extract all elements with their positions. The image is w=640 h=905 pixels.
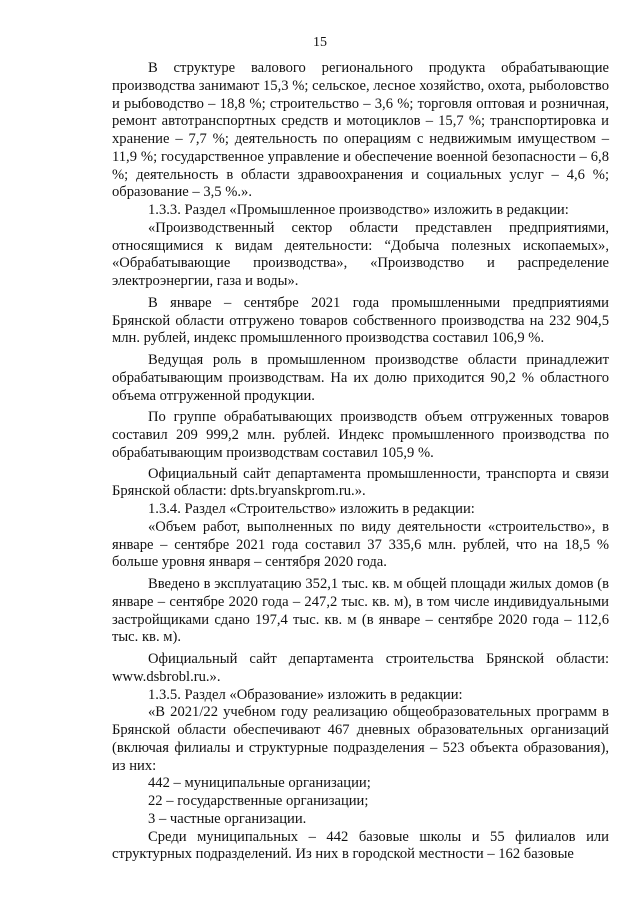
paragraph-manufacturing-role: Ведущая роль в промышленном производстве области принадлежит обрабатывающим производствам. На их долю приходится 90,2 % областного объема отгруженной продукции.: [112, 352, 609, 404]
paragraph-industrial-shipment: В январе – сентябре 2021 года промышленными предприятиями Брянской области отгружено товаров собственного производства на 232 904,5 млн. рублей, индекс промышленного производства составил 106,9 %.: [112, 294, 609, 347]
paragraph-construction-volume: «Объем работ, выполненных по виду деятельности «строительство», в январе – сентябре 2021 года составил 37 335,6 млн. рублей, что на 18,5 % больше уровня января – сентября 2020 года.: [112, 518, 609, 571]
paragraph-section-1-3-4: 1.3.4. Раздел «Строительство» изложить в редакции:: [148, 501, 475, 517]
list-item-state: 22 – государственные организации;: [148, 793, 369, 809]
paragraph-industrial-sector: «Производственный сектор области представлен предприятиями, относящимися к видам деятельности: “Добыча полезных ископаемых», «Обрабатывающие производства», «Производство и распределение электроэнергии, газа и воды».: [112, 219, 609, 289]
paragraph-industry-website: Официальный сайт департамента промышленности, транспорта и связи Брянской области: dpts.bryanskprom.ru.».: [112, 465, 609, 500]
paragraph-manufacturing-volume: По группе обрабатывающих производств объем отгруженных товаров составил 209 999,2 млн. рублей. Индекс промышленного производства по обрабатывающим производствам составил 105,9 %.: [112, 409, 609, 461]
paragraph-municipal-schools: Среди муниципальных – 442 базовые школы и 55 филиалов или структурных подразделений. Из них в городской местности – 162 базовые: [112, 828, 609, 863]
page-number: 15: [313, 35, 327, 50]
paragraph-grp-structure: В структуре валового регионального продукта обрабатывающие производства занимают 15,3 %; сельское, лесное хозяйство, охота, рыболовство и рыбоводство – 18,8 %; строительство – 3,6 %; торговля оптовая и розничная, ремонт автотранспортных средств и мотоциклов – 15,7 %; транспортировка и хранение – 7,7 %; деятельность по операциям с недвижимым имуществом – 11,9 %; государственное управление и обеспечение военной безопасности – 6,8 %; деятельность в области здравоохранения и социальных услуг – 4,6 %; образование – 3,5 %.».: [112, 60, 609, 201]
paragraph-housing-commissioned: Введено в эксплуатацию 352,1 тыс. кв. м общей площади жилых домов (в январе – сентябре 2020 года – 247,2 тыс. кв. м), в том числе индивидуальными застройщиками сдано 197,4 тыс. кв. м (в январе – сентябре 2020 года – 112,6 тыс. кв. м).: [112, 576, 609, 646]
document-body: [112, 60, 609, 864]
list-item-municipal: 442 – муниципальные организации;: [148, 775, 371, 792]
paragraph-section-1-3-3: 1.3.3. Раздел «Промышленное производство» изложить в редакции:: [148, 202, 569, 218]
paragraph-education-organizations: «В 2021/22 учебном году реализацию общеобразовательных программ в Брянской области обеспечивают 467 дневных образовательных организаций (включая филиалы и структурные подразделения – 523 объекта образования), из них:: [112, 704, 609, 774]
list-item-private: 3 – частные организации.: [148, 810, 307, 827]
paragraph-construction-website: Официальный сайт департамента строительства Брянской области: www.dsbrobl.ru.».: [112, 651, 609, 685]
paragraph-section-1-3-5: 1.3.5. Раздел «Образование» изложить в редакции:: [148, 686, 463, 703]
